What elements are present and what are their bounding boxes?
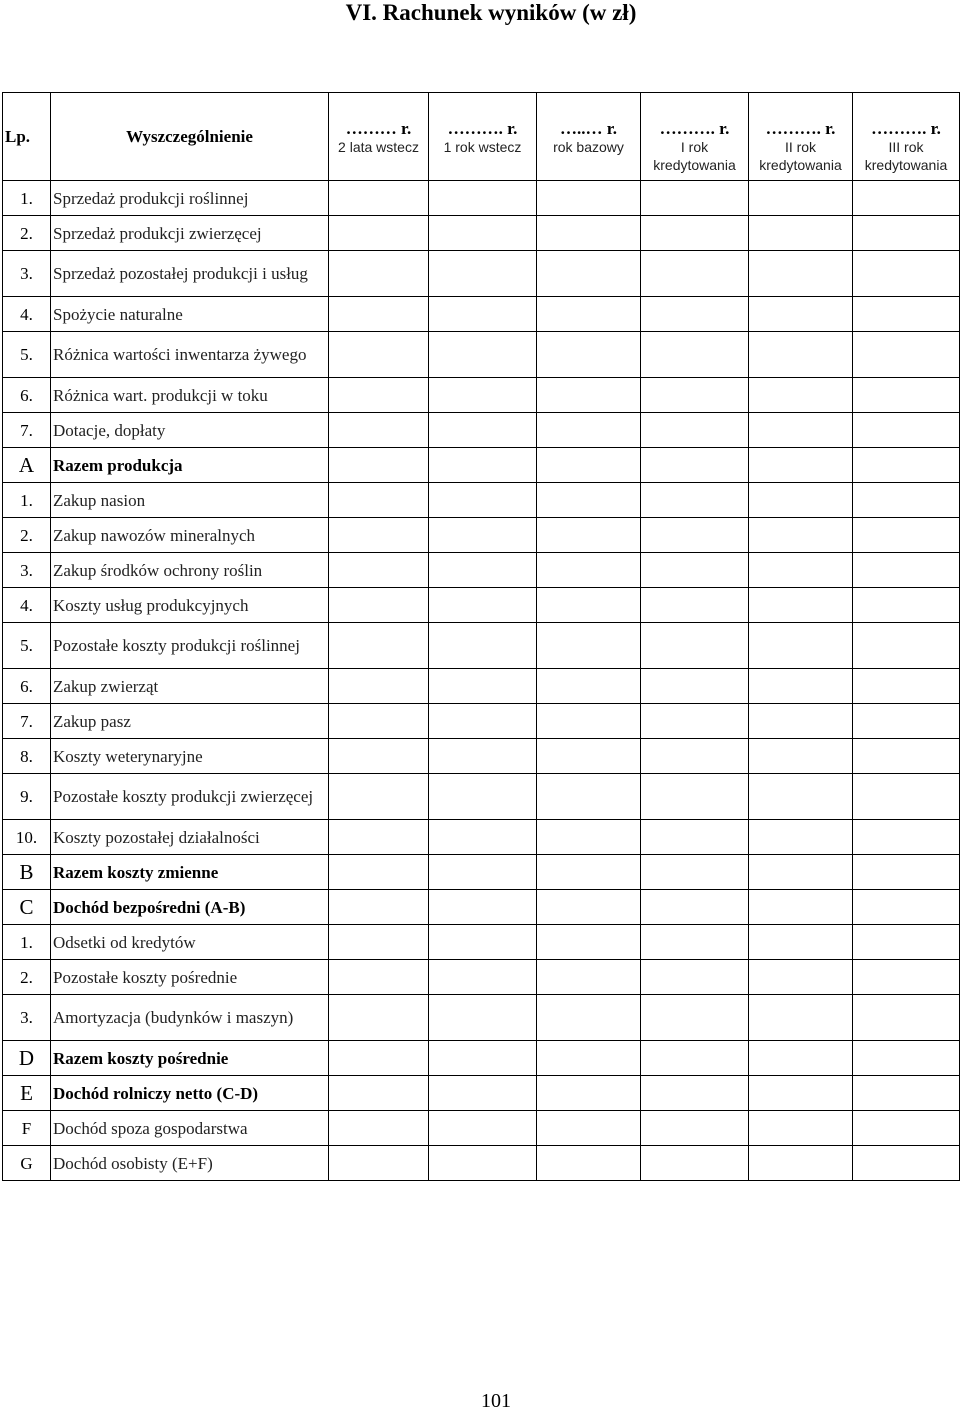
row-number: 4.: [3, 588, 51, 623]
value-cell[interactable]: [329, 855, 429, 890]
value-cell[interactable]: [749, 623, 853, 669]
value-cell[interactable]: [641, 216, 749, 251]
value-cell[interactable]: [537, 553, 641, 588]
value-cell[interactable]: [537, 1076, 641, 1111]
row-label: Pozostałe koszty produkcji roślinnej: [51, 623, 329, 669]
table-row: [3, 995, 960, 1041]
table-row: [3, 820, 960, 855]
value-cell[interactable]: [537, 518, 641, 553]
value-cell[interactable]: [749, 995, 853, 1041]
value-cell[interactable]: [853, 1111, 960, 1146]
value-cell[interactable]: [641, 483, 749, 518]
value-cell[interactable]: [749, 518, 853, 553]
row-number: 7.: [3, 704, 51, 739]
value-cell[interactable]: [853, 332, 960, 378]
value-cell[interactable]: [749, 1146, 853, 1181]
value-cell[interactable]: [749, 181, 853, 216]
row-number: 3.: [3, 251, 51, 297]
value-cell[interactable]: [537, 297, 641, 332]
value-cell[interactable]: [537, 1041, 641, 1076]
row-number: A: [3, 448, 51, 483]
value-cell[interactable]: [429, 588, 537, 623]
row-number: 3.: [3, 553, 51, 588]
value-cell[interactable]: [537, 774, 641, 820]
value-cell[interactable]: [641, 890, 749, 925]
value-cell[interactable]: [537, 588, 641, 623]
value-cell[interactable]: [853, 181, 960, 216]
value-cell[interactable]: [537, 483, 641, 518]
value-cell[interactable]: [429, 855, 537, 890]
value-cell[interactable]: [749, 378, 853, 413]
table-row: [3, 704, 960, 739]
value-cell[interactable]: [329, 1076, 429, 1111]
header-year: [853, 93, 960, 181]
row-number: 1.: [3, 925, 51, 960]
value-cell[interactable]: [329, 890, 429, 925]
value-cell[interactable]: [641, 448, 749, 483]
value-cell[interactable]: [429, 669, 537, 704]
year-label: ……… r.: [345, 119, 412, 138]
row-label: Razem koszty zmienne: [51, 855, 329, 890]
value-cell[interactable]: [429, 448, 537, 483]
value-cell[interactable]: [641, 378, 749, 413]
value-cell[interactable]: [537, 332, 641, 378]
row-label: Amortyzacja (budynków i maszyn): [51, 995, 329, 1041]
table-row: [3, 216, 960, 251]
value-cell[interactable]: [329, 960, 429, 995]
year-caption: 2 lata wstecz: [338, 139, 419, 155]
row-number: 5.: [3, 332, 51, 378]
value-cell[interactable]: [853, 297, 960, 332]
table-row: [3, 483, 960, 518]
value-cell[interactable]: [641, 855, 749, 890]
value-cell[interactable]: [429, 1146, 537, 1181]
value-cell[interactable]: [429, 332, 537, 378]
row-label: Sprzedaż produkcji roślinnej: [51, 181, 329, 216]
value-cell[interactable]: [641, 1111, 749, 1146]
value-cell[interactable]: [853, 960, 960, 995]
value-cell[interactable]: [329, 1111, 429, 1146]
row-number: 4.: [3, 297, 51, 332]
income-statement-table: [2, 92, 960, 1181]
value-cell[interactable]: [429, 378, 537, 413]
value-cell[interactable]: [429, 216, 537, 251]
row-label: Zakup zwierząt: [51, 669, 329, 704]
value-cell[interactable]: [537, 216, 641, 251]
value-cell[interactable]: [329, 378, 429, 413]
row-label: Zakup środków ochrony roślin: [51, 553, 329, 588]
year-label: ………. r.: [871, 119, 941, 138]
row-label: Sprzedaż produkcji zwierzęcej: [51, 216, 329, 251]
row-number: 2.: [3, 216, 51, 251]
value-cell[interactable]: [429, 1041, 537, 1076]
table-row: [3, 960, 960, 995]
value-cell[interactable]: [429, 960, 537, 995]
value-cell[interactable]: [537, 820, 641, 855]
year-label: …..… r.: [560, 119, 617, 138]
row-label: Dochód osobisty (E+F): [51, 1146, 329, 1181]
row-label: Koszty weterynaryjne: [51, 739, 329, 774]
value-cell[interactable]: [537, 448, 641, 483]
value-cell[interactable]: [853, 855, 960, 890]
header-year: [749, 93, 853, 181]
value-cell[interactable]: [641, 623, 749, 669]
value-cell[interactable]: [641, 925, 749, 960]
value-cell[interactable]: [429, 553, 537, 588]
row-number: E: [3, 1076, 51, 1111]
value-cell[interactable]: [329, 332, 429, 378]
value-cell[interactable]: [429, 483, 537, 518]
page-title: VI. Rachunek wyników (w zł): [345, 0, 637, 25]
value-cell[interactable]: [853, 669, 960, 704]
row-label: Zakup nasion: [51, 483, 329, 518]
value-cell[interactable]: [853, 378, 960, 413]
value-cell[interactable]: [749, 960, 853, 995]
value-cell[interactable]: [853, 704, 960, 739]
value-cell[interactable]: [429, 890, 537, 925]
row-number: B: [3, 855, 51, 890]
year-label: ………. r.: [447, 119, 518, 138]
value-cell[interactable]: [329, 216, 429, 251]
value-cell[interactable]: [853, 518, 960, 553]
value-cell[interactable]: [537, 960, 641, 995]
value-cell[interactable]: [537, 623, 641, 669]
value-cell[interactable]: [853, 925, 960, 960]
value-cell[interactable]: [853, 553, 960, 588]
header-year: [641, 93, 749, 181]
value-cell[interactable]: [329, 483, 429, 518]
value-cell[interactable]: [329, 739, 429, 774]
row-number: 3.: [3, 995, 51, 1041]
value-cell[interactable]: [537, 669, 641, 704]
row-number: G: [3, 1146, 51, 1181]
value-cell[interactable]: [641, 774, 749, 820]
row-label: Pozostałe koszty pośrednie: [51, 960, 329, 995]
table-row: [3, 739, 960, 774]
value-cell[interactable]: [537, 1146, 641, 1181]
table-row: [3, 855, 960, 890]
row-label: Sprzedaż pozostałej produkcji i usług: [51, 251, 329, 297]
value-cell[interactable]: [329, 588, 429, 623]
value-cell[interactable]: [749, 890, 853, 925]
value-cell[interactable]: [641, 995, 749, 1041]
row-label: Odsetki od kredytów: [51, 925, 329, 960]
value-cell[interactable]: [853, 448, 960, 483]
row-label: Spożycie naturalne: [51, 297, 329, 332]
row-number: 9.: [3, 774, 51, 820]
value-cell[interactable]: [853, 483, 960, 518]
value-cell[interactable]: [329, 553, 429, 588]
table-row: [3, 669, 960, 704]
value-cell[interactable]: [641, 1146, 749, 1181]
year-caption: I rok kredytowania: [653, 139, 736, 173]
value-cell[interactable]: [429, 820, 537, 855]
row-label: Zakup pasz: [51, 704, 329, 739]
value-cell[interactable]: [749, 739, 853, 774]
table-row: [3, 623, 960, 669]
page-number: 101: [481, 1390, 511, 1412]
value-cell[interactable]: [641, 669, 749, 704]
value-cell[interactable]: [749, 669, 853, 704]
header-year: [429, 93, 537, 181]
table-row: [3, 890, 960, 925]
value-cell[interactable]: [641, 704, 749, 739]
value-cell[interactable]: [749, 1111, 853, 1146]
value-cell[interactable]: [537, 251, 641, 297]
table-row: [3, 297, 960, 332]
table-row: [3, 251, 960, 297]
value-cell[interactable]: [641, 588, 749, 623]
row-number: C: [3, 890, 51, 925]
value-cell[interactable]: [329, 251, 429, 297]
value-cell[interactable]: [429, 413, 537, 448]
row-number: D: [3, 1041, 51, 1076]
value-cell[interactable]: [329, 297, 429, 332]
table-row: [3, 553, 960, 588]
row-label: Koszty pozostałej działalności: [51, 820, 329, 855]
value-cell[interactable]: [749, 332, 853, 378]
value-cell[interactable]: [641, 553, 749, 588]
table-row: [3, 1146, 960, 1181]
value-cell[interactable]: [329, 448, 429, 483]
table-row: [3, 1041, 960, 1076]
value-cell[interactable]: [429, 1076, 537, 1111]
row-label: Dotacje, dopłaty: [51, 413, 329, 448]
value-cell[interactable]: [537, 855, 641, 890]
table-body: [3, 93, 960, 1181]
value-cell[interactable]: [641, 518, 749, 553]
value-cell[interactable]: [429, 774, 537, 820]
value-cell[interactable]: [853, 820, 960, 855]
row-label: Różnica wartości inwentarza żywego: [51, 332, 329, 378]
table-row: [3, 413, 960, 448]
value-cell[interactable]: [749, 1041, 853, 1076]
header-description: Wyszczególnienie: [51, 93, 329, 181]
value-cell[interactable]: [429, 704, 537, 739]
value-cell[interactable]: [429, 623, 537, 669]
value-cell[interactable]: [329, 669, 429, 704]
value-cell[interactable]: [641, 181, 749, 216]
value-cell[interactable]: [537, 181, 641, 216]
table-row: [3, 925, 960, 960]
year-label: ………. r.: [765, 119, 836, 138]
header-year: [329, 93, 429, 181]
value-cell[interactable]: [853, 588, 960, 623]
table-row: [3, 1076, 960, 1111]
row-label: Dochód rolniczy netto (C-D): [51, 1076, 329, 1111]
value-cell[interactable]: [537, 995, 641, 1041]
table-row: [3, 448, 960, 483]
row-label: Dochód bezpośredni (A-B): [51, 890, 329, 925]
value-cell[interactable]: [853, 774, 960, 820]
value-cell[interactable]: [853, 216, 960, 251]
table-row: [3, 588, 960, 623]
row-number: 2.: [3, 960, 51, 995]
value-cell[interactable]: [429, 251, 537, 297]
table-row: [3, 378, 960, 413]
value-cell[interactable]: [329, 1041, 429, 1076]
table-row: [3, 774, 960, 820]
value-cell[interactable]: [749, 448, 853, 483]
row-number: 1.: [3, 483, 51, 518]
row-label: Pozostałe koszty produkcji zwierzęcej: [51, 774, 329, 820]
value-cell[interactable]: [853, 1076, 960, 1111]
value-cell[interactable]: [329, 181, 429, 216]
value-cell[interactable]: [749, 251, 853, 297]
value-cell[interactable]: [329, 820, 429, 855]
value-cell[interactable]: [749, 216, 853, 251]
value-cell[interactable]: [749, 1076, 853, 1111]
value-cell[interactable]: [329, 995, 429, 1041]
value-cell[interactable]: [329, 1146, 429, 1181]
row-number: 8.: [3, 739, 51, 774]
value-cell[interactable]: [429, 181, 537, 216]
value-cell[interactable]: [749, 774, 853, 820]
value-cell[interactable]: [853, 623, 960, 669]
value-cell[interactable]: [537, 413, 641, 448]
value-cell[interactable]: [853, 739, 960, 774]
value-cell[interactable]: [749, 297, 853, 332]
header-year: [537, 93, 641, 181]
value-cell[interactable]: [749, 588, 853, 623]
value-cell[interactable]: [749, 553, 853, 588]
value-cell[interactable]: [641, 1076, 749, 1111]
value-cell[interactable]: [429, 995, 537, 1041]
row-number: 2.: [3, 518, 51, 553]
row-number: 10.: [3, 820, 51, 855]
table-row: [3, 1111, 960, 1146]
row-number: 6.: [3, 378, 51, 413]
value-cell[interactable]: [641, 739, 749, 774]
value-cell[interactable]: [429, 518, 537, 553]
row-label: Razem produkcja: [51, 448, 329, 483]
value-cell[interactable]: [853, 251, 960, 297]
value-cell[interactable]: [329, 925, 429, 960]
value-cell[interactable]: [853, 995, 960, 1041]
header-row: [3, 93, 960, 181]
value-cell[interactable]: [641, 332, 749, 378]
row-number: F: [3, 1111, 51, 1146]
value-cell[interactable]: [641, 1041, 749, 1076]
year-label: ………. r.: [659, 119, 730, 138]
value-cell[interactable]: [641, 820, 749, 855]
value-cell[interactable]: [853, 1146, 960, 1181]
year-caption: III rok kredytowania: [864, 139, 948, 173]
value-cell[interactable]: [749, 820, 853, 855]
value-cell[interactable]: [537, 704, 641, 739]
year-caption: II rok kredytowania: [759, 139, 842, 173]
value-cell[interactable]: [749, 704, 853, 739]
row-label: Razem koszty pośrednie: [51, 1041, 329, 1076]
row-number: 1.: [3, 181, 51, 216]
table-row: [3, 518, 960, 553]
table-row: [3, 332, 960, 378]
value-cell[interactable]: [641, 960, 749, 995]
row-number: 5.: [3, 623, 51, 669]
row-label: Różnica wart. produkcji w toku: [51, 378, 329, 413]
value-cell[interactable]: [853, 890, 960, 925]
value-cell[interactable]: [641, 297, 749, 332]
year-caption: rok bazowy: [553, 139, 624, 155]
value-cell[interactable]: [429, 739, 537, 774]
value-cell[interactable]: [329, 518, 429, 553]
table-row: [3, 181, 960, 216]
value-cell[interactable]: [329, 623, 429, 669]
value-cell[interactable]: [329, 704, 429, 739]
value-cell[interactable]: [429, 925, 537, 960]
row-number: 6.: [3, 669, 51, 704]
value-cell[interactable]: [537, 925, 641, 960]
value-cell[interactable]: [429, 1111, 537, 1146]
value-cell[interactable]: [537, 378, 641, 413]
value-cell[interactable]: [749, 413, 853, 448]
value-cell[interactable]: [537, 1111, 641, 1146]
value-cell[interactable]: [537, 739, 641, 774]
value-cell[interactable]: [749, 855, 853, 890]
value-cell[interactable]: [853, 1041, 960, 1076]
value-cell[interactable]: [329, 774, 429, 820]
row-number: 7.: [3, 413, 51, 448]
value-cell[interactable]: [329, 413, 429, 448]
value-cell[interactable]: [537, 890, 641, 925]
row-label: Dochód spoza gospodarstwa: [51, 1111, 329, 1146]
value-cell[interactable]: [749, 925, 853, 960]
value-cell[interactable]: [853, 413, 960, 448]
row-label: Zakup nawozów mineralnych: [51, 518, 329, 553]
year-caption: 1 rok wstecz: [443, 139, 522, 155]
value-cell[interactable]: [749, 483, 853, 518]
value-cell[interactable]: [641, 251, 749, 297]
row-label: Koszty usług produkcyjnych: [51, 588, 329, 623]
value-cell[interactable]: [429, 297, 537, 332]
header-lp: Lp.: [3, 93, 51, 181]
value-cell[interactable]: [641, 413, 749, 448]
